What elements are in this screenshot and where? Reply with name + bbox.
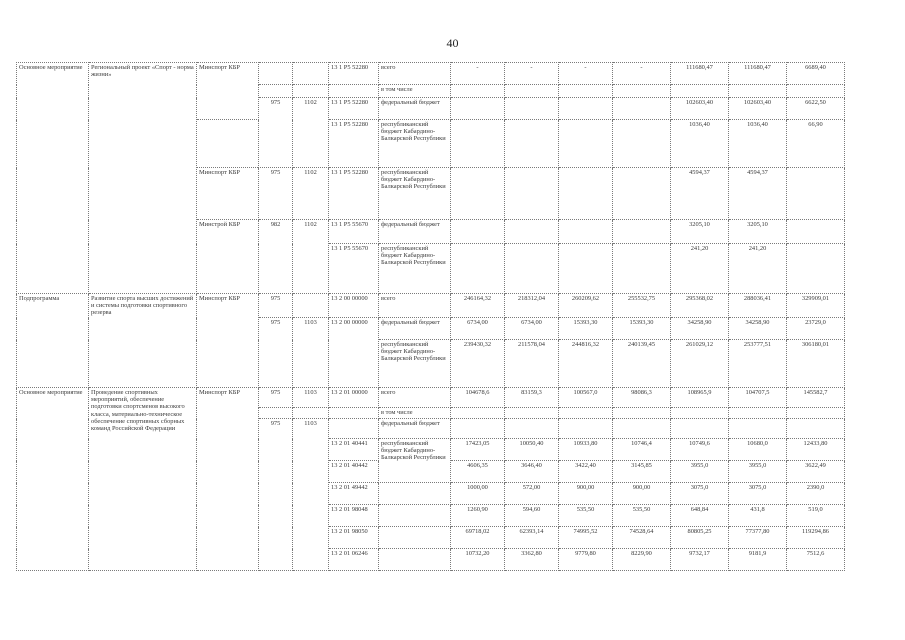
row-type: Основное мероприятие — [17, 63, 89, 294]
table-row: 975 1103 13 2 00 00000 федеральный бюджет 6734,00 6734,00 15393,30 15393,30 34258,90 34258,90 23729,0 — [17, 318, 845, 340]
row-executor: Минспорт КБР — [197, 63, 259, 120]
table-row: Подпрограмма Развитие спорта высших достижений и системы подготовки спортивного резерва Минспорт КБР 975 13 2 00 00000 всего 246164,32 218312,04 260209,62 255532,75 295368,02 288036,41 329909,01 — [17, 294, 845, 318]
table-row: в том числе — [17, 408, 845, 419]
table-row: в том числе — [17, 85, 845, 98]
table-row: Основное мероприятие Проведение спортивных мероприятий, обеспечение подготовки спортсменов высокого класса, материально-техническое обеспечение спортивных сборных команд Российской Федерации Минспорт КБР 975 1103 13 2 01 00000 всего 104678,6 83159,3 100567,0 98086,3 108965,9 104707,5 145582,7 — [17, 388, 845, 408]
table-row: 13 2 01 49442 1000,00 572,00 900,00 900,00 3075,0 3075,0 2390,0 — [17, 483, 845, 505]
table-row: республиканский бюджет Кабардино-Балкарской Республики 239430,32 211578,04 244816,32 240139,45 261029,12 253777,51 306180,01 — [17, 340, 845, 388]
table-row: Основное мероприятие Региональный проект «Спорт - норма жизни» Минспорт КБР 13 1 P5 52280 всего - - - - 111680,47 111680,47 6689,40 — [17, 63, 845, 85]
table-row: 13 2 01 06246 10732,20 3362,80 9779,80 8229,90 9732,17 9181,9 7512,6 — [17, 549, 845, 571]
table-row: 13 2 01 40441 республиканский бюджет Кабардино-Балкарской Республики 17423,05 10050,40 10933,80 10746,4 10749,6 10680,0 12433,80 — [17, 439, 845, 461]
table-row: Минспорт КБР 975 1102 13 1 P5 52280 республиканский бюджет Кабардино-Балкарской Республики 4594,37 4594,37 — [17, 168, 845, 220]
row-name: Региональный проект «Спорт - норма жизни» — [89, 63, 197, 294]
page-number: 40 — [446, 36, 459, 50]
budget-table — [16, 62, 845, 571]
table-row: 13 2 01 40442 4606,35 3646,40 3422,40 3145,85 3955,0 3955,0 3622,49 — [17, 461, 845, 483]
table-row: 13 2 01 98048 1260,90 594,60 535,50 535,50 648,84 431,8 519,0 — [17, 505, 845, 527]
table-row: 975 1103 федеральный бюджет — [17, 419, 845, 439]
table-row: 13 1 P5 52280 республиканский бюджет Кабардино-Балкарской Республики 1036,40 1036,40 66,90 — [17, 120, 845, 168]
table-row: 13 2 01 98050 69718,02 62393,14 74995,52 74528,64 80805,25 77377,80 119294,86 — [17, 527, 845, 549]
table-row: 13 1 P5 55670 республиканский бюджет Кабардино-Балкарской Республики 241,20 241,20 — [17, 244, 845, 294]
table-row: Минстрой КБР 982 1102 13 1 P5 55670 федеральный бюджет 3205,10 3205,10 — [17, 220, 845, 244]
table-row: 975 1102 13 1 P5 52280 федеральный бюджет 102603,40 102603,40 6622,50 — [17, 98, 845, 120]
